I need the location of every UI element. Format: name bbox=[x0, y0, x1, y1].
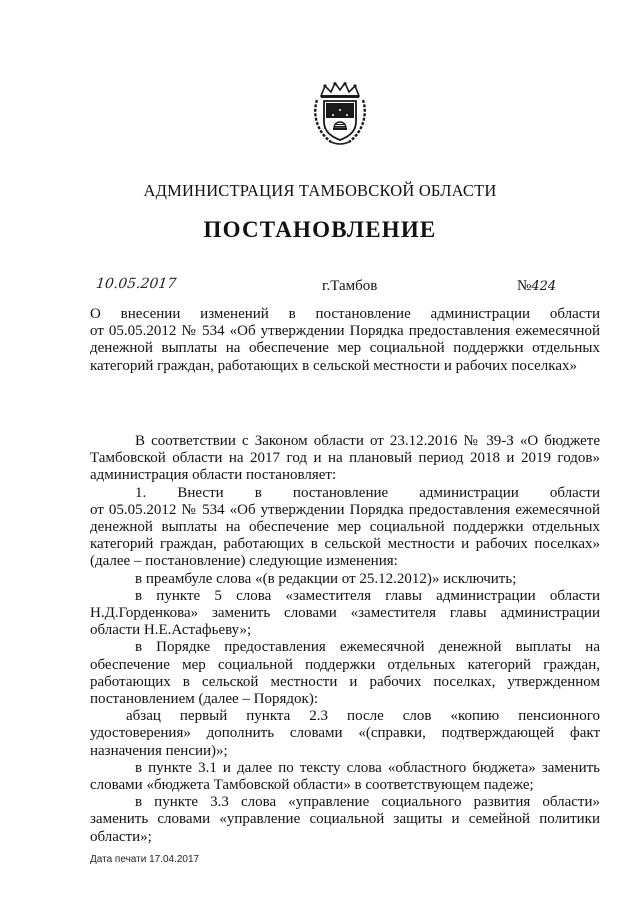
body-line: в пункте 5 слова «заместителя главы администрации области bbox=[135, 587, 600, 604]
body-line: области Н.Е.Астафьеву»; bbox=[90, 622, 252, 639]
body-line: работающих в сельской местности и рабочих поселках, утвержденном bbox=[90, 673, 600, 690]
body-line: заменить словами «управление социальной защиты и семейной политики bbox=[90, 811, 600, 828]
body-line: абзац первый пункта 2.3 после слов «копию пенсионного bbox=[126, 708, 600, 725]
body-line: удостоверения» дополнить словами «(справки, подтверждающей факт bbox=[90, 725, 600, 742]
body-line: области»; bbox=[90, 828, 152, 845]
body-line: обеспечение мер социальной поддержки отдельных категорий граждан, bbox=[90, 656, 600, 673]
coat-of-arms-icon bbox=[311, 82, 369, 146]
body-line: Тамбовской области на 2017 год и на плановый период 2018 и 2019 годов» bbox=[90, 450, 600, 467]
body-line: постановлением (далее – Порядок): bbox=[90, 691, 318, 708]
body-line: от 05.05.2012 № 534 «Об утверждении Порядка предоставления ежемесячной bbox=[90, 501, 600, 518]
body-line: в Порядке предоставления ежемесячной денежной выплаты на bbox=[135, 639, 600, 656]
handwritten-number: 424 bbox=[531, 279, 557, 294]
body-line: В соответствии с Законом области от 23.12.2016 № 39-З «О бюджете bbox=[135, 433, 600, 449]
body-line: категорий граждан, работающих в сельской местности и рабочих поселках» bbox=[90, 536, 600, 553]
document-type-title: ПОСТАНОВЛЕНИЕ bbox=[203, 217, 437, 242]
body-line: администрация области постановляет: bbox=[90, 467, 337, 484]
body-line: назначения пенсии)»; bbox=[90, 742, 228, 759]
body-line: в пункте 3.1 и далее по тексту слова «областного бюджета» заменить bbox=[135, 759, 600, 776]
document-body bbox=[90, 433, 600, 846]
body-line: в пункте 3.3 слова «управление социального развития области» bbox=[135, 794, 600, 811]
subject-line: от 05.05.2012 № 534 «Об утверждении Порядка предоставления ежемесячной bbox=[90, 323, 600, 340]
subject-line: категорий граждан, работающих в сельской местности и рабочих поселках» bbox=[90, 357, 577, 374]
number-prefix: № bbox=[517, 278, 532, 294]
city-label: г.Тамбов bbox=[322, 278, 378, 294]
body-line: 1. Внести в постановление администрации области bbox=[135, 484, 600, 501]
handwritten-date: 10.05.2017 bbox=[95, 276, 178, 292]
subject-line: денежной выплаты на обеспечение мер социальной поддержки отдельных bbox=[90, 340, 600, 357]
body-line: Н.Д.Горденкова» заменить словами «заместителя главы администрации bbox=[90, 605, 600, 622]
print-date: Дата печати 17.04.2017 bbox=[90, 854, 200, 865]
document-number bbox=[517, 278, 556, 295]
authority-title: АДМИНИСТРАЦИЯ ТАМБОВСКОЙ ОБЛАСТИ bbox=[143, 181, 497, 200]
body-line: (далее – постановление) следующие изменения: bbox=[90, 553, 398, 570]
body-line: денежной выплаты на обеспечение мер социальной поддержки отдельных bbox=[90, 519, 600, 536]
body-line: словами «бюджета Тамбовской области» в соответствующем падеже; bbox=[90, 777, 534, 794]
document-subject bbox=[90, 306, 600, 375]
body-line: в преамбуле слова «(в редакции от 25.12.2012)» исключить; bbox=[135, 570, 517, 587]
subject-line: О внесении изменений в постановление администрации области bbox=[90, 306, 600, 322]
